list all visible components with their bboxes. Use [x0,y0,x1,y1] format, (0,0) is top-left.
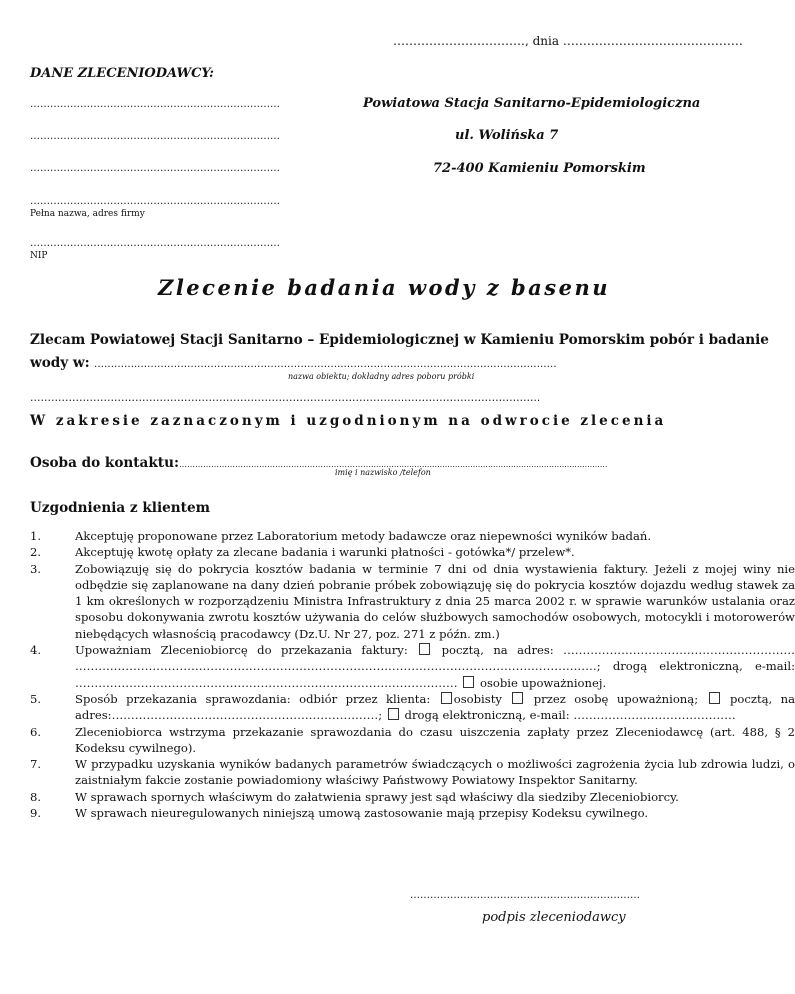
nip-field[interactable]: ………………………………………………………………… [30,238,280,249]
nip-caption: NIP [30,251,48,261]
list-item: 8. W sprawach spornych właściwym do załatwienia sprawy jest sąd właściwy dla siedziby Zleceniobiorcy. [30,789,679,804]
invoice-address-field[interactable]: pocztą, na adres: …………………………………………………… ………………………………………………………………………………………………………………………; drogą elektroniczną, e-mail: ……………………………………………………………………………………… [75,643,795,690]
recipient-city: 72-400 Kamieniu Pomorskim [433,161,646,176]
contact-field[interactable]: ………………………………………………………………............................................................................................. [178,460,608,469]
client-field-1[interactable]: ………………………………………………………………… [30,99,280,110]
report-address-field[interactable]: pocztą, na adres:……………………………………………………………; [75,691,795,723]
signature-field[interactable]: …………………………………………………………… [410,890,640,901]
list-item: 7. W przypadku uzyskania wyników badanych parametrów świadczących o możliwości zagrożenia życia lub zdrowia ludzi, o zaistniałym fakcie zostanie powiadomiony właściwy Państwowy Powiatowy Inspektor Sanitarny. [30,757,795,788]
client-data-heading: DANE ZLECENIODAWCY: [30,66,214,81]
list-item: 1. Akceptuję proponowane przez Laboratorium metody badawcze oraz niepewności wyników badań. [30,529,652,543]
recipient-name: Powiatowa Stacja Sanitarno-Epidemiologiczna [363,96,701,111]
client-field-2[interactable]: ………………………………………………………………… [30,131,280,142]
contact-row [30,452,607,471]
order-sentence-line1: Zlecam Powiatowej Stacji Sanitarno – Epidemiologicznej w Kamieniu Pomorskim pobór i badanie [30,332,769,348]
list-item: 3. Zobowiązuję się do pokrycia kosztów badania w terminie 7 dni od dnia wystawienia faktury. Jeżeli z mojej winy nie odbędzie się zaplanowane na dany dzień pobranie próbek zobowiązuję się do pokrycia kosztów dojazdu według stawek za 1 km określonych w rozporządzeniu Ministra Infrastruktury z dnia 25 marca 2002 r. w sprawie warunków ustalania oraz sposobu dokonywania zwrotu kosztów używania do celów służbowych samochodów osobowych, motocykli i motorowerów niebędących własnością pracodawcy (Dz.U. Nr 27, poz. 271 z późn. zm.) [30,561,795,641]
client-field-4[interactable]: ………………………………………………………………… [30,196,280,207]
order-water-label: wody w: [30,355,90,371]
report-email-checkbox[interactable] [388,708,399,720]
object-address-field[interactable]: …………..…………………………………………………….…………….………………………………………… [93,359,557,370]
document-title: Zlecenie badania wody z basenu [157,275,610,300]
list-item: 9. W sprawach nieuregulowanych niniejszą umową zastosowanie mają przepisy Kodeksu cywilnego. [30,806,649,821]
invoice-post-checkbox[interactable] [419,643,430,655]
client-field-3[interactable]: ………………………………………………………………… [30,163,280,174]
report-personal-checkbox[interactable] [441,692,452,704]
scope-line: W zakresie zaznaczonym i uzgodnionym na odwrocie zlecenia [30,413,667,429]
object-caption: nazwa obiektu; dokładny adres poboru próbki [288,372,475,381]
place-date-line[interactable]: ……………………………, dnia ……………………………………… [393,34,743,48]
contact-caption: imię i nazwisko /telefon [335,468,431,477]
report-authorized-checkbox[interactable] [512,692,523,704]
list-item: 6. Zleceniobiorca wstrzyma przekazanie sprawozdania do czasu uiszczenia zapłaty przez Zleceniodawcę (art. 488, § 2 Kodeksu cywilnego). [30,724,795,755]
contact-label: Osoba do kontaktu: [30,455,179,471]
recipient-street: ul. Wolińska 7 [455,128,559,143]
agreements-heading: Uzgodnienia z klientem [30,500,210,516]
list-item: 5. Sposób przekazania sprawozdania: odbiór przez klienta: osobisty przez osobę upoważnioną; pocztą, na adres:……………………………………………………………; drogą elektroniczną, e-mail: …………………………………… [30,691,795,723]
firm-caption: Pełna nazwa, adres firmy [30,209,145,219]
list-item: 2. Akceptuję kwotę opłaty za zlecane badania i warunki płatności - gotówka*/ przelew*. [30,545,575,560]
order-sentence-line2 [30,355,557,371]
invoice-authorized-checkbox[interactable] [463,676,474,688]
report-email-field[interactable]: drogą elektroniczną, e-mail: …………………………………… [404,708,736,723]
signature-caption: podpis zleceniodawcy [482,910,626,925]
agreements-list [30,528,795,821]
object-address-field-2[interactable]: ……………………………………………………………………………………………..…………………………….….. [30,392,541,404]
list-item: 4. Upoważniam Zleceniobiorcę do przekazania faktury: pocztą, na adres: …………………………………………………… ………………………………………………………………………………………………………………………; drogą elektroniczną, e-mail: ……………………………………………………………………………………… osobie upoważnionej. [30,643,795,690]
report-post-checkbox[interactable] [709,692,720,704]
